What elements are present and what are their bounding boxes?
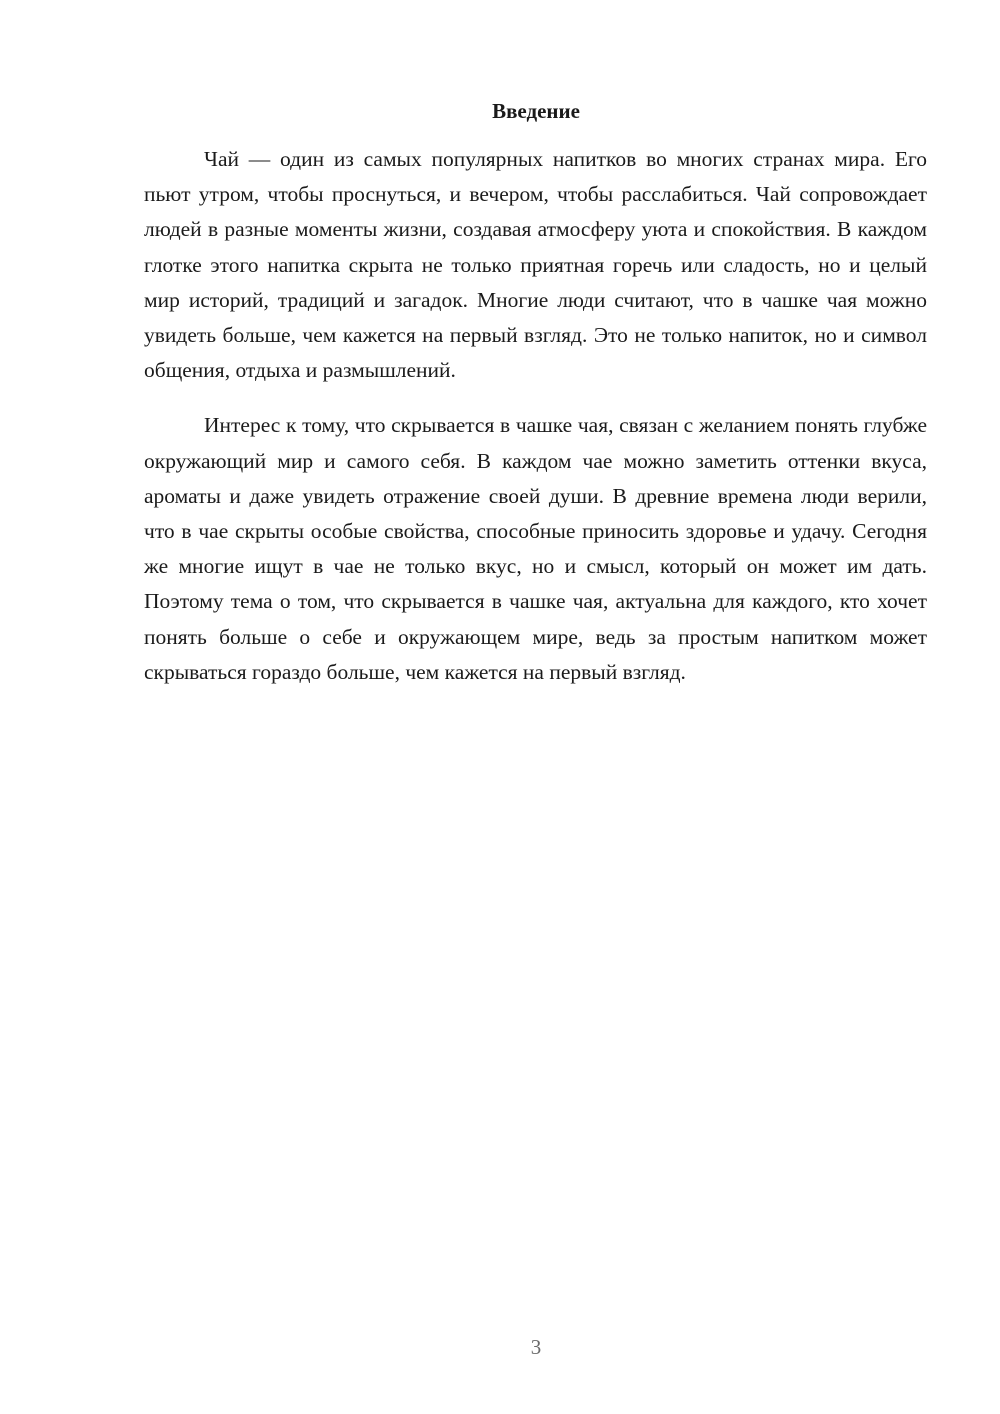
- page-number: 3: [530, 1335, 542, 1359]
- paragraph-1: Чай — один из самых популярных напитков во многих странах мира. Его пьют утром, чтобы проснуться, и вечером, чтобы расслабиться. Чай сопровождает людей в разные моменты жизни, создавая атмосферу уюта и спокойствия. В каждом глотке этого напитка скрыта не только приятная горечь или сладость, но и целый мир историй, традиций и загадок. Многие люди считают, что в чашке чая можно увидеть больше, чем кажется на первый взгляд. Это не только напиток, но и символ общения, отдыха и размышлений.: [144, 147, 927, 383]
- section-heading: Введение: [492, 99, 580, 123]
- body-text: [144, 142, 927, 710]
- paragraph-2: Интерес к тому, что скрывается в чашке чая, связан с желанием понять глубже окружающий мир и самого себя. В каждом чае можно заметить оттенки вкуса, ароматы и даже увидеть отражение своей души. В древние времена люди верили, что в чае скрыты особые свойства, способные приносить здоровье и удачу. Сегодня же многие ищут в чае не только вкус, но и смысл, который он может им дать. Поэтому тема о том, что скрывается в чашке чая, актуальна для каждого, кто хочет понять больше о себе и окружающем мире, ведь за простым напитком может скрываться гораздо больше, чем кажется на первый взгляд.: [144, 413, 927, 684]
